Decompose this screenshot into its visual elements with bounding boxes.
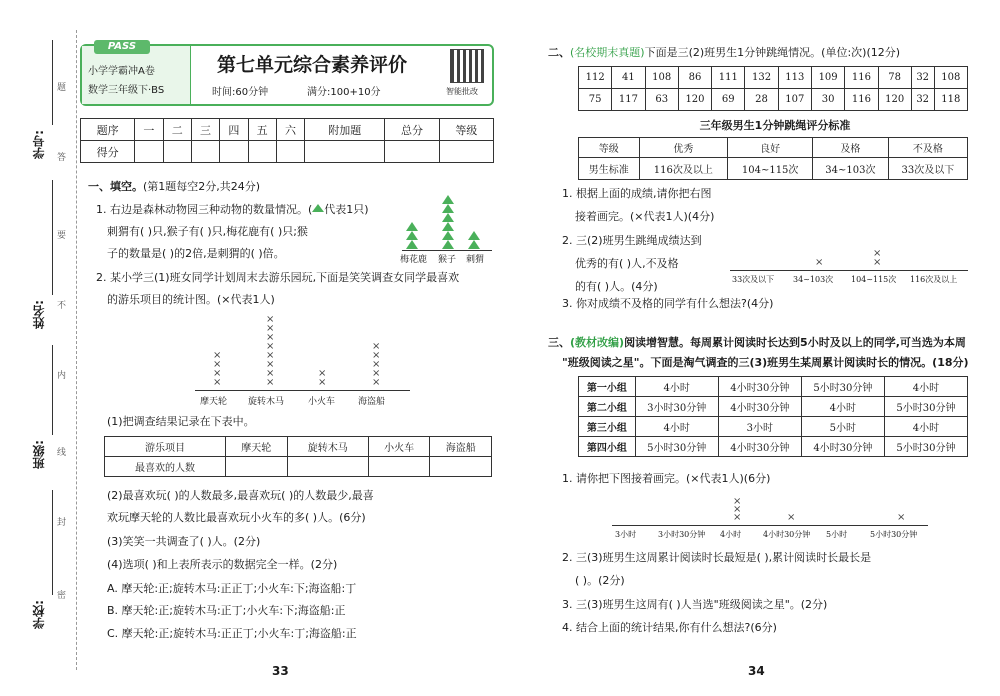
axis-label: 4小时: [720, 530, 742, 539]
animal-label: 猴子: [438, 255, 457, 265]
series-panel: [82, 41, 191, 104]
tree-icon: [406, 222, 418, 231]
tree-icon: [406, 231, 418, 240]
s3-q3: 3. 三(3)班男生这周有( )人当选"班级阅读之星"。(2分): [562, 598, 828, 611]
tree-icon: [442, 195, 454, 204]
table-cell: 4小时: [801, 397, 884, 417]
s2-q1b: 接着画完。(×代表1人)(4分): [575, 210, 715, 223]
series-name: 小学学霸冲A卷: [88, 66, 155, 77]
page-number-right: 34: [748, 664, 765, 678]
tree-icon: [468, 231, 480, 240]
table-cell: 5小时: [801, 417, 884, 437]
section-3-text2: "班级阅读之星"。下面是淘气调查的三(3)班男生某周累计阅读时长的情况。(18分): [562, 356, 969, 369]
table-cell: 30: [811, 89, 844, 111]
x-mark: ×: [897, 512, 906, 523]
table-cell: 及格: [813, 138, 889, 158]
table-cell: 不及格: [888, 138, 967, 158]
table-cell: 32: [911, 67, 934, 89]
table-cell: 113: [778, 67, 811, 89]
table-cell: 优秀: [639, 138, 728, 158]
x-mark: ×: [266, 350, 275, 361]
name-line: [52, 180, 53, 295]
table-cell: 116次及以上: [639, 158, 728, 180]
tree-icon: [442, 222, 454, 231]
x-mark: ×: [815, 257, 824, 268]
animal-label: 刺猬: [466, 255, 485, 265]
axis-label: 4小时30分钟: [763, 530, 811, 539]
tree-icon: [442, 240, 454, 249]
x-mark: ×: [733, 496, 742, 507]
q1-line2: 刺猬有( )只,猴子有( )只,梅花鹿有( )只;猴: [107, 225, 308, 238]
x-mark: ×: [873, 257, 882, 268]
x-mark: ×: [372, 359, 381, 370]
table-cell: 5小时30分钟: [884, 437, 967, 457]
score-cell: 四: [220, 119, 248, 141]
table-cell: 41: [612, 67, 645, 89]
table-cell: 112: [579, 67, 612, 89]
table-cell: 4小时30分钟: [718, 437, 801, 457]
score-cell: 附加题: [305, 119, 385, 141]
q2-line1: 2. 某小学三(1)班女同学计划周末去游乐园玩,下面是笑笑调查女同学最喜欢: [96, 271, 460, 284]
q2-line2: 的游乐项目的统计图。(×代表1人): [107, 293, 275, 306]
table-cell: 63: [645, 89, 678, 111]
q1-line1-unit: 代表1只): [324, 203, 369, 216]
exam-header: [80, 41, 494, 106]
table-cell: 3小时: [718, 417, 801, 437]
axis-label: 5小时30分钟: [870, 530, 918, 539]
table-cell: 107: [778, 89, 811, 111]
table-cell: 第三小组: [579, 417, 636, 437]
option-c: C. 摩天轮:正;旋转木马:正正丁;小火车:丁;海盗船:正: [107, 627, 357, 640]
s2-q2a: 2. 三(2)班男生跳绳成绩达到: [562, 234, 702, 247]
x-mark: ×: [372, 368, 381, 379]
student-id-line: [52, 40, 53, 125]
table-cell: 3小时30分钟: [635, 397, 718, 417]
pass-logo: PASS: [94, 40, 150, 54]
table-cell: 4小时30分钟: [801, 437, 884, 457]
table-cell: 4小时: [635, 377, 718, 397]
score-cell: 六: [276, 119, 304, 141]
qr-caption: 智能批改: [446, 87, 478, 96]
x-mark: ×: [266, 368, 275, 379]
x-mark: ×: [266, 314, 275, 325]
qr-code-icon: [450, 49, 484, 83]
x-mark: ×: [213, 350, 222, 361]
q2-sub2b: 欢玩摩天轮的人数比最喜欢玩小火车的多( )人。(6分): [107, 511, 366, 524]
seal-char: 要: [57, 231, 67, 241]
section-1-title: 一、填空。: [88, 180, 143, 193]
student-id-label: 学号:: [32, 130, 46, 159]
section-2-title: 二、: [548, 46, 570, 59]
table-cell: 第一小组: [579, 377, 636, 397]
table-cell: 116: [845, 89, 878, 111]
table-cell: 4小时: [884, 377, 967, 397]
seal-char: 内: [57, 371, 67, 381]
q1-line1: 1. 右边是森林动物园三种动物的数量情况。(: [96, 203, 313, 216]
table-cell: 旋转木马: [287, 437, 368, 457]
q2-sub2a: (2)最喜欢玩( )的人数最多,最喜欢玩( )的人数最少,最喜: [107, 489, 374, 502]
table-cell: 第四小组: [579, 437, 636, 457]
x-mark: ×: [266, 332, 275, 343]
table-cell: 111: [712, 67, 745, 89]
axis-label: 3小时: [615, 530, 637, 539]
section-3-title: 三、: [548, 336, 570, 349]
table-cell: 78: [878, 67, 911, 89]
table-row: [579, 437, 968, 457]
animal-chart-baseline: [402, 250, 492, 251]
table-cell: 33次及以下: [888, 158, 967, 180]
table-cell: 良好: [728, 138, 813, 158]
s3-q1: 1. 请你把下图接着画完。(×代表1人)(6分): [562, 472, 771, 485]
score-cell: 得分: [81, 141, 135, 163]
table-cell: 4小时: [884, 417, 967, 437]
tree-icon: [442, 231, 454, 240]
reading-table: [578, 376, 968, 457]
class-line: [52, 345, 53, 435]
x-mark: ×: [787, 512, 796, 523]
score-cell: 题序: [81, 119, 135, 141]
x-mark: ×: [318, 377, 327, 388]
table-cell: 132: [745, 67, 778, 89]
ride-label: 海盗船: [358, 397, 386, 407]
s2-q3: 3. 你对成绩不及格的同学有什么想法?(4分): [562, 297, 774, 310]
table-cell: 32: [911, 89, 934, 111]
section-3-text1: 阅读增智慧。每周累计阅读时长达到5小时及以上的同学,可当选为本周: [624, 336, 966, 349]
q2-sub3: (3)笑笑一共调查了( )人。(2分): [107, 535, 261, 548]
table-cell: 4小时30分钟: [718, 397, 801, 417]
table-cell: 最喜欢的人数: [105, 457, 226, 477]
table-cell: 34~103次: [813, 158, 889, 180]
table-cell: 等级: [579, 138, 640, 158]
x-mark: ×: [266, 359, 275, 370]
x-mark: ×: [266, 341, 275, 352]
table-cell: 120: [878, 89, 911, 111]
table-cell: 104~115次: [728, 158, 813, 180]
tree-icon: [442, 204, 454, 213]
score-cell: 三: [191, 119, 219, 141]
axis-label: 104~115次: [851, 275, 897, 284]
q2-sub1: (1)把调查结果记录在下表中。: [107, 415, 255, 428]
x-mark: ×: [213, 368, 222, 379]
q2-sub4: (4)选项( )和上表所表示的数据完全一样。(2分): [107, 558, 338, 571]
axis-label: 34~103次: [793, 275, 834, 284]
grade-name: 数学三年级下·BS: [88, 85, 165, 96]
jump-rope-table: [578, 66, 968, 111]
table-cell: 男生标准: [579, 158, 640, 180]
table-cell: 海盗船: [430, 437, 492, 457]
name-label: 姓名:: [32, 300, 46, 329]
axis-label: 5小时: [826, 530, 848, 539]
amusement-table: [104, 436, 492, 477]
table-cell: 4小时30分钟: [718, 377, 801, 397]
section-2-tag: (名校期末真题): [570, 46, 645, 59]
x-mark: ×: [213, 377, 222, 388]
school-label: 学校:: [32, 600, 46, 629]
table-cell: 28: [745, 89, 778, 111]
x-mark: ×: [266, 377, 275, 388]
seal-char: 题: [57, 83, 67, 93]
s3-q2a: 2. 三(3)班男生这周累计阅读时长最短是( ),累计阅读时长最长是: [562, 551, 872, 564]
table-cell: 108: [645, 67, 678, 89]
seal-char: 答: [57, 153, 67, 163]
score-cell: 等级: [439, 119, 493, 141]
seal-char: 线: [57, 448, 67, 458]
s2-q2b: 优秀的有( )人,不及格: [575, 257, 679, 270]
score-table: [80, 118, 494, 163]
table-cell: 5小时30分钟: [801, 377, 884, 397]
axis-label: 33次及以下: [732, 275, 775, 284]
tree-icon: [312, 204, 324, 212]
table-cell: 4小时: [635, 417, 718, 437]
standard-title: 三年级男生1分钟跳绳评分标准: [699, 119, 851, 132]
x-mark: ×: [733, 504, 742, 515]
reading-axis: [612, 525, 928, 526]
q1-line3: 子的数量是( )的2倍,是刺猬的( )倍。: [107, 247, 285, 260]
table-row: [579, 417, 968, 437]
table-cell: 120: [678, 89, 711, 111]
x-mark: ×: [733, 512, 742, 523]
table-cell: 86: [678, 67, 711, 89]
table-cell: 109: [811, 67, 844, 89]
s2-q1a: 1. 根据上面的成绩,请你把右图: [562, 187, 712, 200]
section-2-text: 下面是三(2)班男生1分钟跳绳情况。(单位:次)(12分): [644, 46, 901, 59]
x-mark: ×: [213, 359, 222, 370]
x-mark: ×: [372, 350, 381, 361]
x-mark: ×: [372, 377, 381, 388]
animal-label: 梅花鹿: [400, 255, 428, 265]
binding-dashed-line: [76, 30, 77, 670]
score-cell: 总分: [385, 119, 439, 141]
table-cell: 5小时30分钟: [635, 437, 718, 457]
table-cell: 摩天轮: [226, 437, 288, 457]
section-1-note: (第1题每空2分,共24分): [143, 180, 261, 193]
x-mark: ×: [873, 248, 882, 259]
option-b: B. 摩天轮:正;旋转木马:正丁;小火车:下;海盗船:正: [107, 604, 346, 617]
table-cell: 118: [934, 89, 967, 111]
table-cell: 69: [712, 89, 745, 111]
table-cell: 117: [612, 89, 645, 111]
s2-q2c: 的有( )人。(4分): [575, 280, 658, 293]
ride-label: 小火车: [308, 397, 336, 407]
ride-label: 旋转木马: [248, 397, 285, 407]
axis-label: 3小时30分钟: [658, 530, 706, 539]
time-limit: 时间:60分钟: [212, 87, 269, 98]
table-cell: 116: [845, 67, 878, 89]
full-score: 满分:100+10分: [307, 87, 381, 98]
table-cell: 108: [934, 67, 967, 89]
score-cell: 一: [135, 119, 163, 141]
table-cell: 第二小组: [579, 397, 636, 417]
x-mark: ×: [372, 341, 381, 352]
jump-rope-axis: [730, 270, 968, 271]
axis-label: 116次及以上: [910, 275, 958, 284]
table-cell: 游乐项目: [105, 437, 226, 457]
school-line: [52, 490, 53, 595]
ride-label: 摩天轮: [200, 397, 228, 407]
s3-q2b: ( )。(2分): [575, 574, 625, 587]
seal-char: 封: [57, 518, 67, 528]
section-3-tag: (教材改编): [570, 336, 625, 349]
x-mark: ×: [318, 368, 327, 379]
class-label: 班级:: [32, 440, 46, 469]
x-mark: ×: [266, 323, 275, 334]
tree-icon: [442, 213, 454, 222]
page-number-left: 33: [272, 664, 289, 678]
table-cell: 75: [579, 89, 612, 111]
seal-char: 密: [57, 591, 67, 601]
tree-icon: [468, 240, 480, 249]
page-title: 第七单元综合素养评价: [216, 54, 407, 76]
s3-q4: 4. 结合上面的统计结果,你有什么想法?(6分): [562, 621, 777, 634]
table-cell: 5小时30分钟: [884, 397, 967, 417]
option-a: A. 摩天轮:正;旋转木马:正正丁;小火车:下;海盗船:丁: [107, 582, 357, 595]
standard-table: [578, 137, 968, 180]
score-cell: 五: [248, 119, 276, 141]
seal-char: 不: [57, 301, 67, 311]
table-row: [579, 377, 968, 397]
score-cell: 二: [163, 119, 191, 141]
amusement-chart-baseline: [195, 390, 410, 391]
tree-icon: [406, 240, 418, 249]
table-cell: 小火车: [368, 437, 430, 457]
table-row: [579, 397, 968, 417]
